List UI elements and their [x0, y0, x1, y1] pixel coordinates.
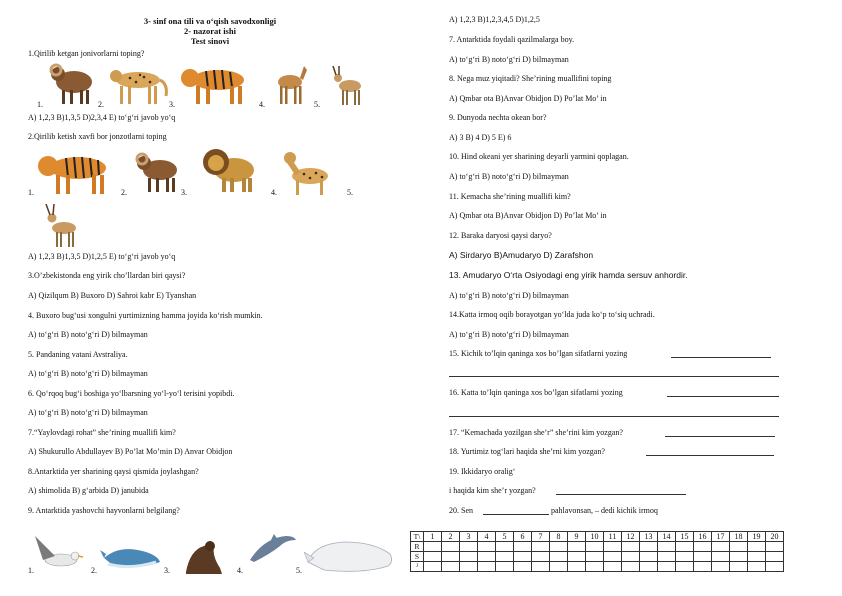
question-9: 9. Dunyoda nechta okean bor? — [449, 113, 547, 122]
answer-cell[interactable] — [694, 552, 712, 562]
answer-cell[interactable] — [532, 542, 550, 552]
lion-image — [200, 144, 258, 194]
question-9-answers: A) 3 B) 4 D) 5 E) 6 — [449, 133, 512, 142]
table-number-cell: 12 — [622, 532, 640, 542]
answer-cell[interactable] — [478, 562, 496, 572]
question-8: 8. Nega muz yiqitadi? She’rining muallifini toping — [449, 74, 612, 83]
question-9: 9. Antarktida yashovchi hayvonlarni belgilang? — [28, 506, 180, 515]
answer-cell[interactable] — [676, 552, 694, 562]
question-20-end: pahlavonsan, – dedi kichik irmoq — [551, 506, 658, 515]
table-number-cell: 17 — [712, 532, 730, 542]
answer-cell[interactable] — [442, 542, 460, 552]
table-number-cell: 19 — [748, 532, 766, 542]
question-6: 6. Qo‘rqoq bug‘i boshiga yo‘lbarsning yo‘l-yo‘l terisini yopibdi. — [28, 389, 235, 398]
answer-cell[interactable] — [676, 562, 694, 572]
antelope-image — [42, 204, 82, 248]
tiger-image — [36, 146, 118, 196]
question-15: 15. Kichik to’lqin qaninga xos bo’lgan sifatlarni yozing — [449, 349, 628, 358]
question-6-answers: A) to‘g‘ri B) noto‘g‘ri D) bilmayman — [28, 408, 148, 417]
table-number-cell: 18 — [730, 532, 748, 542]
answer-cell[interactable] — [712, 542, 730, 552]
question-3: 3.O’zbekistonda eng yirik cho’llardan biri qaysi? — [28, 271, 186, 280]
answer-cell[interactable] — [640, 562, 658, 572]
answer-cell[interactable] — [496, 542, 514, 552]
q9-label-2: 2. — [91, 566, 97, 575]
question-13-answers: A) to‘g‘ri B) noto‘g‘ri D) bilmayman — [449, 291, 569, 300]
table-number-cell: 15 — [676, 532, 694, 542]
answer-cell[interactable] — [550, 562, 568, 572]
answer-cell[interactable] — [568, 552, 586, 562]
question-7-answers: A) to‘g‘ri B) noto‘g‘ri D) bilmayman — [449, 55, 569, 64]
question-10: 10. Hind okeani yer sharining deyarli yarmini qoplagan. — [449, 152, 629, 161]
answer-cell[interactable] — [730, 552, 748, 562]
question-10-answers: A) to‘g‘ri B) noto‘g‘ri D) bilmayman — [449, 172, 569, 181]
question-19: 19. Ikkidaryo oralig‘ — [449, 467, 516, 476]
answer-cell[interactable] — [658, 562, 676, 572]
answer-cell[interactable] — [424, 552, 442, 562]
answer-blank[interactable] — [667, 396, 779, 397]
antelope-image — [330, 66, 370, 106]
answer-cell[interactable] — [460, 552, 478, 562]
answer-cell[interactable] — [712, 552, 730, 562]
answer-cell[interactable] — [766, 562, 784, 572]
q2-label-5: 5. — [347, 188, 353, 197]
table-number-cell: 13 — [640, 532, 658, 542]
answer-cell[interactable] — [514, 552, 532, 562]
question-8-answers: A) shimolida B) g‘arbida D) janubida — [28, 486, 149, 495]
answer-cell[interactable] — [514, 542, 532, 552]
answer-cell[interactable] — [622, 562, 640, 572]
q9-label-5: 5. — [296, 566, 302, 575]
answer-cell[interactable] — [694, 542, 712, 552]
question-4-answers: A) to‘g‘ri B) noto‘g‘ri D) bilmayman — [28, 330, 148, 339]
cheetah-image — [106, 62, 170, 106]
answer-cell[interactable] — [496, 552, 514, 562]
table-number-cell: 11 — [604, 532, 622, 542]
question-17: 17. “Kemachada yozilgan she’r” she’rini kim yozgan? — [449, 428, 623, 437]
question-6-answers: A) 1,2,3 B)1,2,3,4,5 D)1,2,5 — [449, 15, 540, 24]
table-number-cell: 8 — [550, 532, 568, 542]
ram-image — [46, 58, 96, 106]
question-8: 8.Antarktida yer sharining qaysi qismida joylashgan? — [28, 467, 199, 476]
question-14-answers: A) to‘g‘ri B) noto‘g‘ri D) bilmayman — [449, 330, 569, 339]
table-number-cell: 16 — [694, 532, 712, 542]
answer-cell[interactable] — [748, 562, 766, 572]
question-2-answers: A) 1,2,3 B)1,3,5 D)1,2,5 E) to‘g‘ri javob yo‘q — [28, 252, 176, 261]
answer-blank[interactable] — [646, 455, 774, 456]
question-11-answers: A) Qmbar ota B)Anvar Obidjon D) Po’lat Mo’ in — [449, 211, 607, 220]
question-11: 11. Kemacha she’rining muallifi kim? — [449, 192, 571, 201]
answer-cell[interactable] — [478, 542, 496, 552]
horse-image — [270, 62, 308, 106]
answer-cell[interactable] — [424, 562, 442, 572]
answer-cell[interactable] — [658, 542, 676, 552]
answer-cell[interactable] — [586, 562, 604, 572]
answer-cell[interactable] — [604, 552, 622, 562]
table-number-cell: 1 — [424, 532, 442, 542]
table-number-cell: 20 — [766, 532, 784, 542]
answer-cell[interactable] — [568, 562, 586, 572]
question-19-continued: i haqida kim she’r yozgan? — [449, 486, 536, 495]
q9-label-3: 3. — [164, 566, 170, 575]
table-number-cell: 4 — [478, 532, 496, 542]
answer-cell[interactable] — [442, 552, 460, 562]
q1-label-5: 5. — [314, 100, 320, 109]
answer-cell[interactable] — [676, 542, 694, 552]
table-number-cell: 2 — [442, 532, 460, 542]
answer-cell[interactable] — [640, 552, 658, 562]
answer-cell[interactable] — [460, 562, 478, 572]
answer-cell[interactable] — [730, 562, 748, 572]
answer-cell[interactable] — [730, 542, 748, 552]
question-1: 1.Qirilib ketgan jonivorlarni toping? — [28, 49, 145, 58]
q2-label-1: 1. — [28, 188, 34, 197]
answer-cell[interactable] — [586, 542, 604, 552]
answer-cell[interactable] — [550, 552, 568, 562]
answer-cell[interactable] — [712, 562, 730, 572]
question-20: 20. Sen — [449, 506, 473, 515]
answer-cell[interactable] — [550, 542, 568, 552]
table-number-cell: 10 — [586, 532, 604, 542]
answer-cell[interactable] — [622, 552, 640, 562]
table-number-cell: 3 — [460, 532, 478, 542]
answer-blank[interactable] — [449, 416, 779, 417]
question-3-answers: A) Qizilqum B) Buxoro D) Sahroi kabr E) Tyanshan — [28, 291, 197, 300]
answer-cell[interactable] — [532, 552, 550, 562]
table-number-cell: 6 — [514, 532, 532, 542]
answer-cell[interactable] — [748, 552, 766, 562]
answer-cell[interactable] — [604, 542, 622, 552]
answer-blank[interactable] — [483, 514, 549, 515]
test-subtitle: 2- nazorat ishi — [184, 26, 236, 36]
answer-cell[interactable] — [424, 542, 442, 552]
table-header-cell: J — [411, 562, 424, 572]
answer-cell[interactable] — [748, 542, 766, 552]
whale-image — [100, 540, 164, 574]
question-4: 4. Buxoro bug‘usi xongulni yurtimizning hamma joyida ko‘rish mumkin. — [28, 311, 263, 320]
seagull-image — [33, 530, 85, 574]
question-14: 14.Katta irmoq oqib borayotgan yo‘lda juda ko‘p to‘siq uchradi. — [449, 310, 655, 319]
answer-cell[interactable] — [478, 552, 496, 562]
test-title: 3- sinf ona tili va o‘qish savodxonligi — [143, 16, 277, 26]
test-type: Test sinovi — [190, 36, 230, 46]
answer-cell[interactable] — [658, 552, 676, 562]
tiger-image — [178, 60, 256, 106]
table-number-cell: 9 — [568, 532, 586, 542]
question-13: 13. Amudaryo O‘rta Osiyodagi eng yirik hamda sersuv anhordir. — [449, 270, 688, 280]
dolphin-image — [246, 532, 298, 566]
cheetah-image — [280, 146, 338, 196]
q9-label-1: 1. — [28, 566, 34, 575]
q1-label-3: 3. — [169, 100, 175, 109]
answer-cell[interactable] — [586, 552, 604, 562]
question-16: 16. Katta to’lqin qaninga xos bo’lgan sifatlarni yozing — [449, 388, 623, 397]
answer-cell[interactable] — [460, 542, 478, 552]
table-number-cell: 7 — [532, 532, 550, 542]
question-1-answers: A) 1,2,3 B)1,3,5 D)2,3,4 E) to‘g‘ri javob yo‘q — [28, 113, 176, 122]
question-12: 12. Baraka daryosi qaysi daryo? — [449, 231, 552, 240]
question-7: 7. Antarktida foydali qazilmalarga boy. — [449, 35, 575, 44]
q1-label-1: 1. — [37, 100, 43, 109]
question-8-answers: A) Qmbar ota B)Anvar Obidjon D) Po’lat Mo’ in — [449, 94, 607, 103]
beluga-image — [304, 536, 396, 578]
answer-blank[interactable] — [449, 376, 779, 377]
q9-label-4: 4. — [237, 566, 243, 575]
ram-image — [133, 148, 181, 194]
answer-cell[interactable] — [532, 562, 550, 572]
answer-cell[interactable] — [766, 542, 784, 552]
table-header-cell: R — [411, 542, 424, 552]
answer-cell[interactable] — [694, 562, 712, 572]
answer-blank[interactable] — [665, 436, 775, 437]
answer-cell[interactable] — [766, 552, 784, 562]
answer-cell[interactable] — [604, 562, 622, 572]
question-5: 5. Pandaning vatani Avstraliya. — [28, 350, 128, 359]
answer-cell[interactable] — [442, 562, 460, 572]
question-18: 18. Yurtimiz tog‘lari haqida she’rni kim yozgan? — [449, 447, 605, 456]
answer-cell[interactable] — [568, 542, 586, 552]
answer-grid — [410, 531, 784, 572]
answer-cell[interactable] — [496, 562, 514, 572]
answer-blank[interactable] — [556, 494, 686, 495]
table-header-cell: T\ — [411, 532, 424, 542]
table-number-cell: 14 — [658, 532, 676, 542]
answer-blank[interactable] — [671, 357, 771, 358]
table-number-cell: 5 — [496, 532, 514, 542]
q2-label-4: 4. — [271, 188, 277, 197]
q1-label-2: 2. — [98, 100, 104, 109]
question-2: 2.Qirilib ketish xavfi bor jonzotlarni toping — [28, 132, 167, 141]
question-7-answers: A) Shukurullo Abdullayev B) Po’lat Mo’min D) Anvar Obidjon — [28, 447, 233, 456]
answer-cell[interactable] — [514, 562, 532, 572]
sea-lion-image — [176, 536, 228, 576]
question-5-answers: A) to‘g‘ri B) noto‘g‘ri D) bilmayman — [28, 369, 148, 378]
answer-cell[interactable] — [622, 542, 640, 552]
question-7: 7.“Yaylovdagi rohat” she’rining muallifi kim? — [28, 428, 176, 437]
answer-cell[interactable] — [640, 542, 658, 552]
q1-label-4: 4. — [259, 100, 265, 109]
q2-label-2: 2. — [121, 188, 127, 197]
q2-label-3: 3. — [181, 188, 187, 197]
table-header-cell: S — [411, 552, 424, 562]
question-12-answers: A) Sirdaryo B)Amudaryo D) Zarafshon — [449, 250, 594, 260]
